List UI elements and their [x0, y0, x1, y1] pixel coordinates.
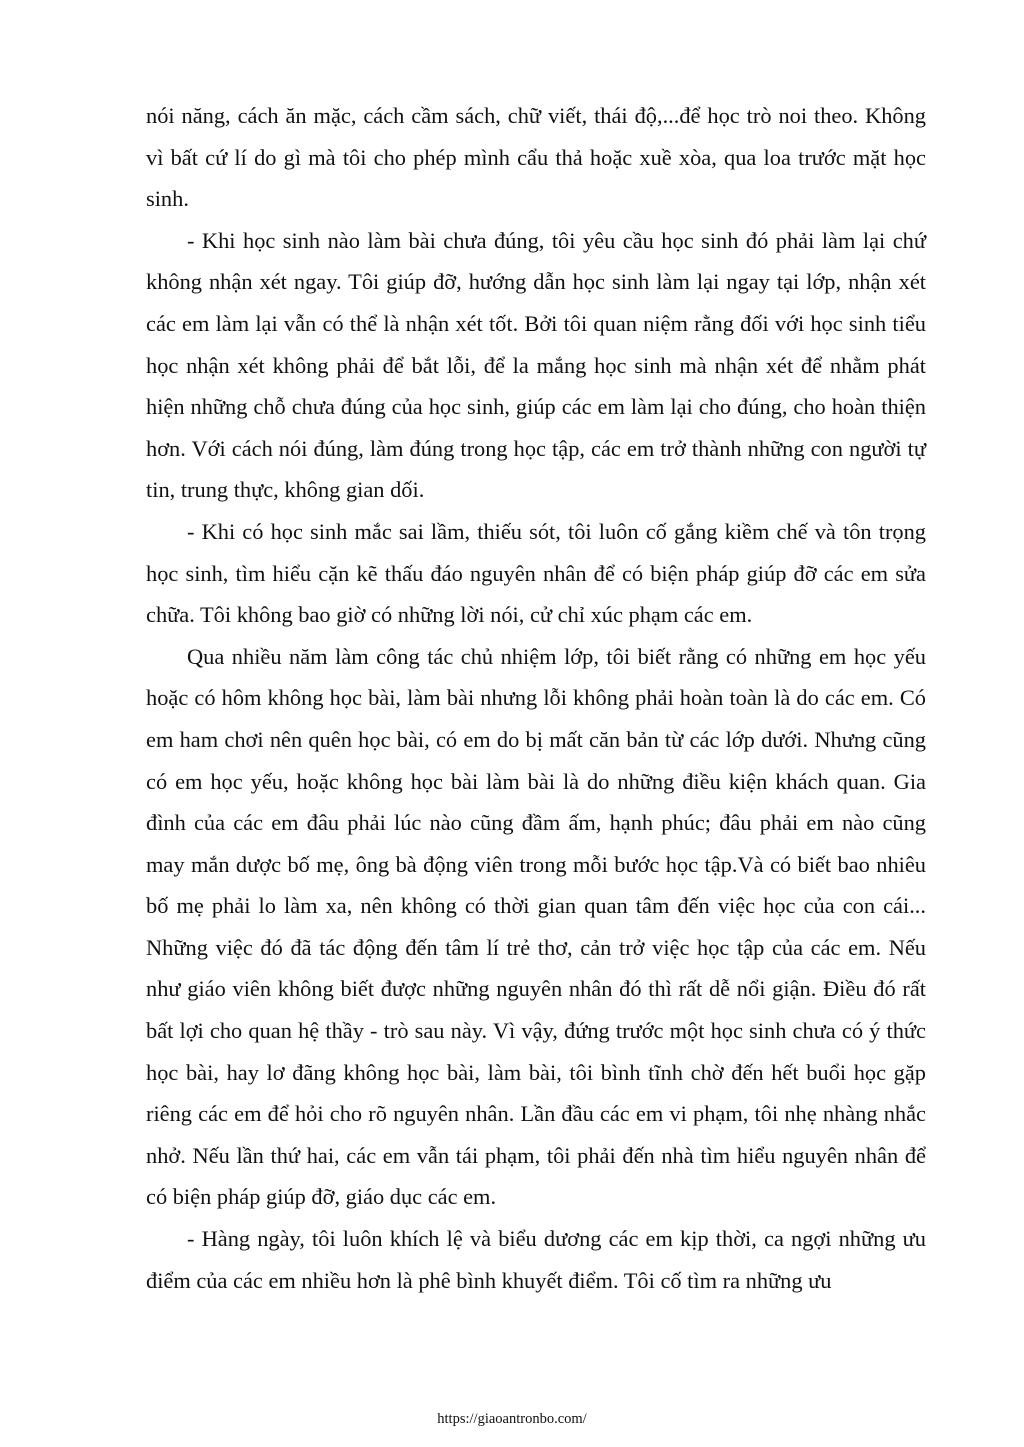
paragraph-5: - Hàng ngày, tôi luôn khích lệ và biểu dương các em kịp thời, ca ngợi những ưu điểm của các em nhiều hơn là phê bình khuyết điểm. Tôi cố tìm ra những ưu — [146, 1226, 926, 1293]
footer-url: https://giaoantronbo.com/ — [437, 1411, 587, 1427]
paragraph-4: Qua nhiều năm làm công tác chủ nhiệm lớp, tôi biết rằng có những em học yếu hoặc có hôm không học bài, làm bài nhưng lỗi không phải hoàn toàn là do các em. Có em ham chơi nên quên học bài, có em do bị mất căn bản từ các lớp dưới. Nhưng cũng có em học yếu, hoặc không học bài làm bài là do những điều kiện khách quan. Gia đình của các em đâu phải lúc nào cũng đầm ấm, hạnh phúc; đâu phải em nào cũng may mắn dược bố mẹ, ông bà động viên trong mỗi bước học tập.Và có biết bao nhiêu bố mẹ phải lo làm xa, nên không có thời gian quan tâm đến việc học của con cái... Những việc đó đã tác động đến tâm lí trẻ thơ, cản trở việc học tập của các em. Nếu như giáo viên không biết được những nguyên nhân đó thì rất dễ nổi giận. Điều đó rất bất lợi cho quan hệ thầy - trò sau này. Vì vậy, đứng trước một học sinh chưa có ý thức học bài, hay lơ đãng không học bài, làm bài, tôi bình tĩnh chờ đến hết buổi học gặp riêng các em để hỏi cho rõ nguyên nhân. Lần đầu các em vi phạm, tôi nhẹ nhàng nhắc nhở. Nếu lần thứ hai, các em vẫn tái phạm, tôi phải đến nhà tìm hiểu nguyên nhân để có biện pháp giúp đỡ, giáo dục các em. — [146, 643, 926, 1210]
paragraph-2: - Khi học sinh nào làm bài chưa đúng, tôi yêu cầu học sinh đó phải làm lại chứ không nhận xét ngay. Tôi giúp đỡ, hướng dẫn học sinh làm lại ngay tại lớp, nhận xét các em làm lại vẫn có thể là nhận xét tốt. Bởi tôi quan niệm rằng đối với học sinh tiểu học nhận xét không phải để bắt lỗi, để la mắng học sinh mà nhận xét để nhằm phát hiện những chỗ chưa đúng của học sinh, giúp các em làm lại cho đúng, cho hoàn thiện hơn. Với cách nói đúng, làm đúng trong học tập, các em trở thành những con người tự tin, trung thực, không gian dối. — [146, 227, 926, 503]
paragraph-1: nói năng, cách ăn mặc, cách cầm sách, chữ viết, thái độ,...để học trò noi theo. Không vì bất cứ lí do gì mà tôi cho phép mình cẩu thả hoặc xuề xòa, qua loa trước mặt học sinh. — [146, 103, 926, 212]
paragraph-3: - Khi có học sinh mắc sai lầm, thiếu sót, tôi luôn cố gắng kiềm chế và tôn trọng học sinh, tìm hiểu cặn kẽ thấu đáo nguyên nhân để có biện pháp giúp đỡ các em sửa chữa. Tôi không bao giờ có những lời nói, cử chỉ xúc phạm các em. — [146, 518, 926, 628]
document-page — [146, 95, 926, 1301]
